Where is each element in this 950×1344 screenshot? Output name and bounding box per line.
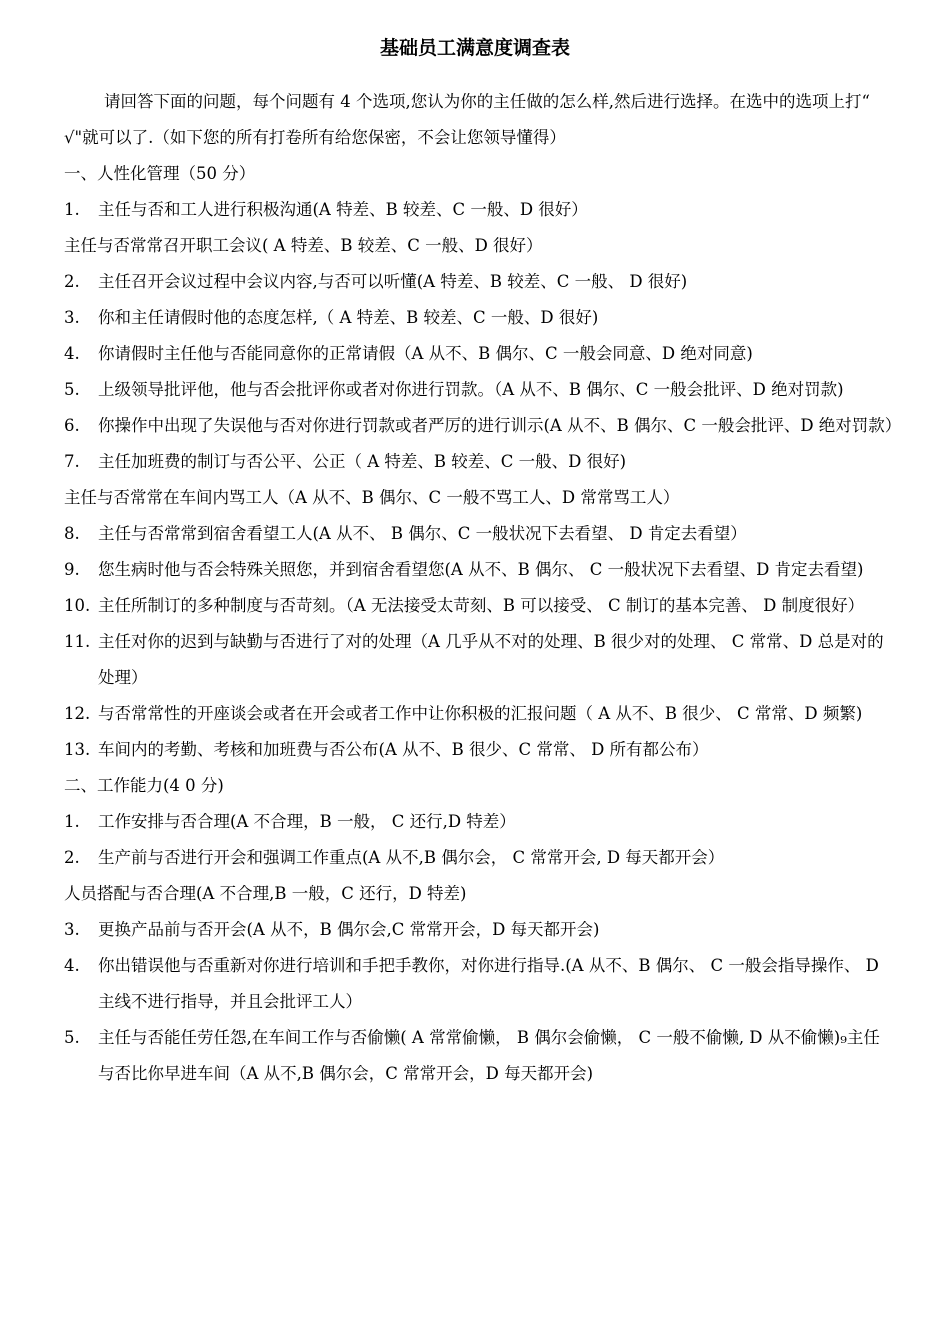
- question-text: 更换产品前与否开会(A 从不，B 偶尔会,C 常常开会，D 每天都开会): [98, 920, 600, 939]
- question-number: 5.: [64, 380, 80, 399]
- question-item: [64, 552, 894, 588]
- question-number: 1.: [64, 812, 80, 831]
- question-item: [64, 732, 894, 768]
- question-line: 主任与否常常召开职工会议( A 特差、B 较差、C 一般、D 很好）: [64, 236, 543, 255]
- question-line: 主任与否常常在车间内骂工人（A 从不、B 偶尔、C 一般不骂工人、D 常常骂工人）: [64, 488, 680, 507]
- question-item: [64, 444, 894, 480]
- question-text: 主任对你的迟到与缺勤与否进行了对的处理（A 几乎从不对的处理、B 很少对的处理、 C 常常、D 总是对的处理）: [98, 632, 884, 687]
- intro-paragraph: 请回答下面的问题，每个问题有 4 个选项,您认为你的主任做的怎么样,然后进行选择。在选中的选项上打“ √"就可以了.（如下您的所有打卷所有给您保密，不会让您领导懂得）: [64, 92, 870, 147]
- question-item: [64, 696, 894, 732]
- question-number: 5.: [64, 1028, 80, 1047]
- question-number: 2.: [64, 272, 80, 291]
- question-item: [64, 948, 894, 1020]
- question-text: 与否常常性的开座谈会或者在开会或者工作中让你积极的汇报问题（ A 从不、B 很少、 C 常常、D 频繁): [98, 704, 863, 723]
- question-item: [64, 1020, 894, 1092]
- question-text: 主任所制订的多种制度与否苛刻。（A 无法接受太苛刻、B 可以接受、 C 制订的基本完善、 D 制度很好）: [98, 596, 865, 615]
- question-line: 人员搭配与否合理(A 不合理,B 一般，C 还行，D 特差): [64, 884, 467, 903]
- question-item: [64, 372, 894, 408]
- question-text: 车间内的考勤、考核和加班费与否公布(A 从不、B 很少、C 常常、 D 所有都公布）: [98, 740, 709, 759]
- question-item: [64, 624, 894, 696]
- section-heading-1: 一、人性化管理（50 分）: [64, 164, 256, 183]
- question-number: 10.: [64, 596, 91, 615]
- question-text: 你操作中出现了失误他与否对你进行罚款或者严厉的进行训示(A 从不、B 偶尔、C 一般会批评、D 绝对罚款）: [98, 416, 902, 435]
- question-number: 3.: [64, 920, 80, 939]
- question-number: 8.: [64, 524, 80, 543]
- page-title: 基础员工满意度调查表: [379, 37, 570, 59]
- question-number: 13.: [64, 740, 91, 759]
- question-item: [64, 588, 894, 624]
- question-item: [64, 840, 894, 876]
- question-item: [64, 912, 894, 948]
- question-item: [64, 192, 894, 228]
- question-number: 4.: [64, 344, 80, 363]
- question-text: 主任与否常常到宿舍看望工人(A 从不、 B 偶尔、C 一般状况下去看望、 D 肯定去看望）: [98, 524, 747, 543]
- question-text: 主任召开会议过程中会议内容,与否可以听懂(A 特差、B 较差、C 一般、 D 很好): [98, 272, 688, 291]
- question-text: 生产前与否进行开会和强调工作重点(A 从不,B 偶尔会， C 常常开会, D 每天都开会）: [98, 848, 725, 867]
- question-text: 你和主任请假时他的态度怎样,（ A 特差、B 较差、C 一般、D 很好): [98, 308, 599, 327]
- question-number: 3.: [64, 308, 80, 327]
- question-number: 11.: [64, 632, 91, 651]
- question-item: [64, 516, 894, 552]
- question-number: 9.: [64, 560, 80, 579]
- question-number: 2.: [64, 848, 80, 867]
- question-item: [64, 336, 894, 372]
- question-text: 工作安排与否合理(A 不合理，B 一般， C 还行,D 特差）: [98, 812, 516, 831]
- question-text: 主任与否和工人进行积极沟通(A 特差、B 较差、C 一般、D 很好）: [98, 200, 588, 219]
- question-number: 4.: [64, 956, 80, 975]
- question-item: [64, 804, 894, 840]
- question-number: 1.: [64, 200, 80, 219]
- question-item: [64, 264, 894, 300]
- question-text: 主任与否能任劳任怨,在车间工作与否偷懒( A 常常偷懒， B 偶尔会偷懒， C 一般不偷懒, D 从不偷懒)₉主任与否比你早进车间（A 从不,B 偶尔会，C 常常开会，D 每天都开会): [98, 1028, 880, 1083]
- document-body: [64, 84, 902, 1092]
- question-item: [64, 408, 902, 444]
- question-text: 您生病时他与否会特殊关照您，并到宿舍看望您(A 从不、B 偶尔、 C 一般状况下去看望、D 肯定去看望): [98, 560, 864, 579]
- question-text: 主任加班费的制订与否公平、公正（ A 特差、B 较差、C 一般、D 很好): [98, 452, 627, 471]
- question-number: 6.: [64, 416, 80, 435]
- section-heading-2: 二、工作能力(4 0 分): [64, 776, 224, 795]
- question-text: 上级领导批评他，他与否会批评你或者对你进行罚款。（A 从不、B 偶尔、C 一般会批评、D 绝对罚款): [98, 380, 844, 399]
- question-number: 12.: [64, 704, 91, 723]
- question-item: [64, 300, 894, 336]
- question-number: 7.: [64, 452, 80, 471]
- question-text: 你出错误他与否重新对你进行培训和手把手教你，对你进行指导.(A 从不、B 偶尔、 C 一般会指导操作、 D 主线不进行指导，并且会批评工人）: [98, 956, 879, 1011]
- question-text: 你请假时主任他与否能同意你的正常请假（A 从不、B 偶尔、C 一般会同意、D 绝对同意): [98, 344, 753, 363]
